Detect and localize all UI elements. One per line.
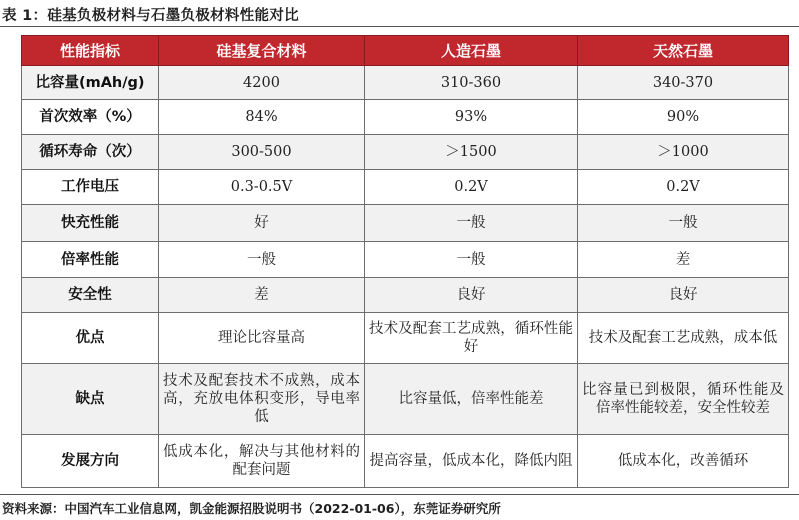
table-caption: 表 1：硅基负极材料与石墨负极材料性能对比 [2, 8, 299, 24]
header-cell-natural-graphite: 天然石墨 [578, 36, 789, 66]
row-label: 缺点 [22, 364, 159, 435]
table-cell: 良好 [578, 278, 789, 313]
table-cell: 一般 [365, 205, 578, 242]
table-cell: 差 [159, 278, 365, 313]
table-cell: 300-500 [159, 135, 365, 170]
table-cell: 84% [159, 100, 365, 135]
table-cell: ＞1500 [365, 135, 578, 170]
table-cell: 理论比容量高 [159, 313, 365, 364]
table-row [22, 170, 789, 205]
table-cell: 310-360 [365, 66, 578, 100]
row-label: 安全性 [22, 278, 159, 313]
table-cell: 比容量低，倍率性能差 [365, 364, 578, 435]
row-label: 循环寿命（次） [22, 135, 159, 170]
caption-rule [0, 26, 799, 27]
row-label: 优点 [22, 313, 159, 364]
table-cell: 一般 [159, 242, 365, 278]
table-cell: 低成本化，改善循环 [578, 435, 789, 488]
header-cell-artificial-graphite: 人造石墨 [365, 36, 578, 66]
row-label: 比容量(mAh/g) [22, 66, 159, 100]
row-label: 倍率性能 [22, 242, 159, 278]
table-cell: 0.2V [365, 170, 578, 205]
table-cell: 提高容量，低成本化，降低内阻 [365, 435, 578, 488]
table-cell: ＞1000 [578, 135, 789, 170]
table-cell: 差 [578, 242, 789, 278]
table-cell: 低成本化，解决与其他材料的配套问题 [159, 435, 365, 488]
table-row [22, 242, 789, 278]
table-cell: 技术及配套技术不成熟，成本高，充放电体积变形，导电率低 [159, 364, 365, 435]
table-cell: 93% [365, 100, 578, 135]
source-note: 资料来源：中国汽车工业信息网，凯金能源招股说明书（2022-01-06），东莞证券研究所 [2, 501, 501, 516]
table-row [22, 135, 789, 170]
table-cell: 良好 [365, 278, 578, 313]
table-row [22, 205, 789, 242]
row-label: 首次效率（%） [22, 100, 159, 135]
header-cell-metric: 性能指标 [22, 36, 159, 66]
table-cell: 技术及配套工艺成熟，循环性能好 [365, 313, 578, 364]
header-cell-silicon: 硅基复合材料 [159, 36, 365, 66]
table-cell: 一般 [578, 205, 789, 242]
header-row [22, 36, 789, 66]
table-row [22, 66, 789, 100]
table-row [22, 278, 789, 313]
table-cell: 0.3-0.5V [159, 170, 365, 205]
table-row [22, 364, 789, 435]
source-rule [0, 494, 799, 495]
table-row [22, 313, 789, 364]
table-cell: 技术及配套工艺成熟，成本低 [578, 313, 789, 364]
table-cell: 一般 [365, 242, 578, 278]
comparison-table [21, 35, 789, 488]
table-cell: 4200 [159, 66, 365, 100]
table-cell: 0.2V [578, 170, 789, 205]
row-label: 快充性能 [22, 205, 159, 242]
row-label: 发展方向 [22, 435, 159, 488]
table-cell: 90% [578, 100, 789, 135]
table-cell: 340-370 [578, 66, 789, 100]
row-label: 工作电压 [22, 170, 159, 205]
table-cell: 比容量已到极限，循环性能及倍率性能较差，安全性较差 [578, 364, 789, 435]
table-row [22, 435, 789, 488]
table-row [22, 100, 789, 135]
table-cell: 好 [159, 205, 365, 242]
